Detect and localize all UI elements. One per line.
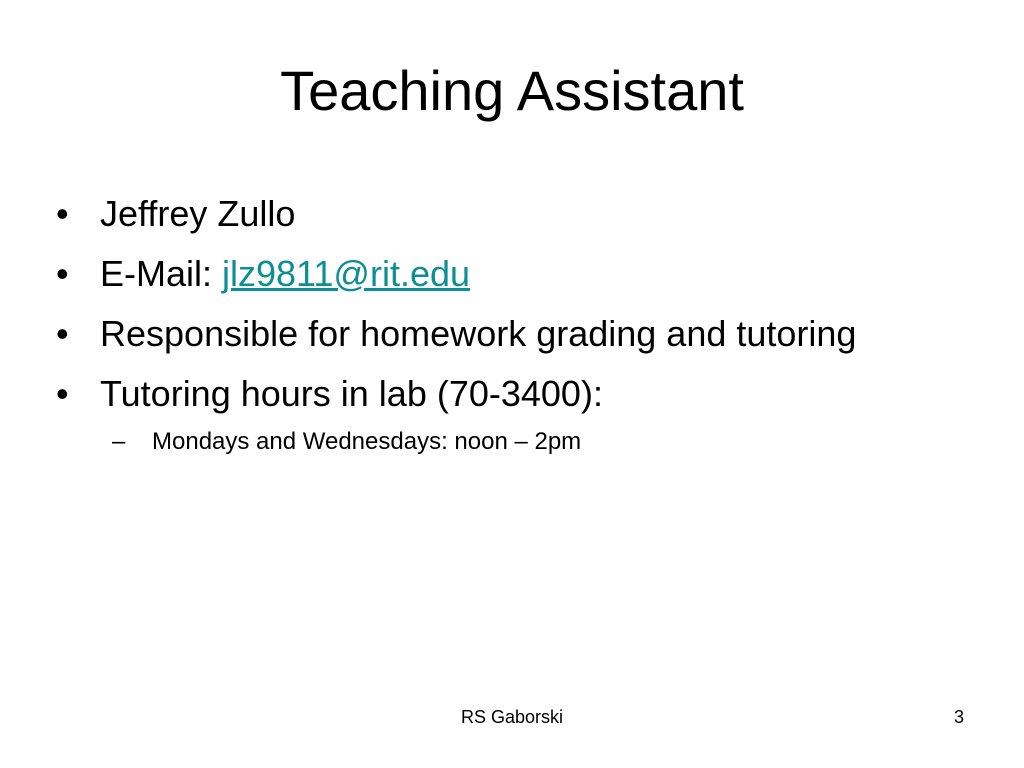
bullet-marker: • [56, 253, 69, 294]
bullet-responsibility [56, 310, 936, 358]
email-link[interactable]: jlz9811@rit.edu [222, 253, 471, 294]
bullet-list [56, 190, 936, 458]
responsibility-text: Responsible for homework grading and tutoring [100, 313, 857, 354]
bullet-marker: • [56, 313, 69, 354]
hours-detail: Mondays and Wednesdays: noon – 2pm [152, 428, 582, 455]
hours-text: Tutoring hours in lab (70-3400): [100, 373, 603, 414]
bullet-hours [56, 370, 936, 418]
sub-bullet-hours [56, 426, 936, 458]
bullet-email [56, 250, 936, 298]
ta-name: Jeffrey Zullo [100, 193, 296, 234]
bullet-name [56, 190, 936, 238]
sub-bullet-marker: – [112, 428, 126, 455]
bullet-marker: • [56, 193, 69, 234]
footer-author: RS Gaborski [460, 707, 564, 727]
slide-title: Teaching Assistant [280, 59, 744, 122]
email-label: E-Mail: [100, 253, 223, 294]
page-number: 3 [953, 707, 964, 727]
bullet-marker: • [56, 373, 69, 414]
